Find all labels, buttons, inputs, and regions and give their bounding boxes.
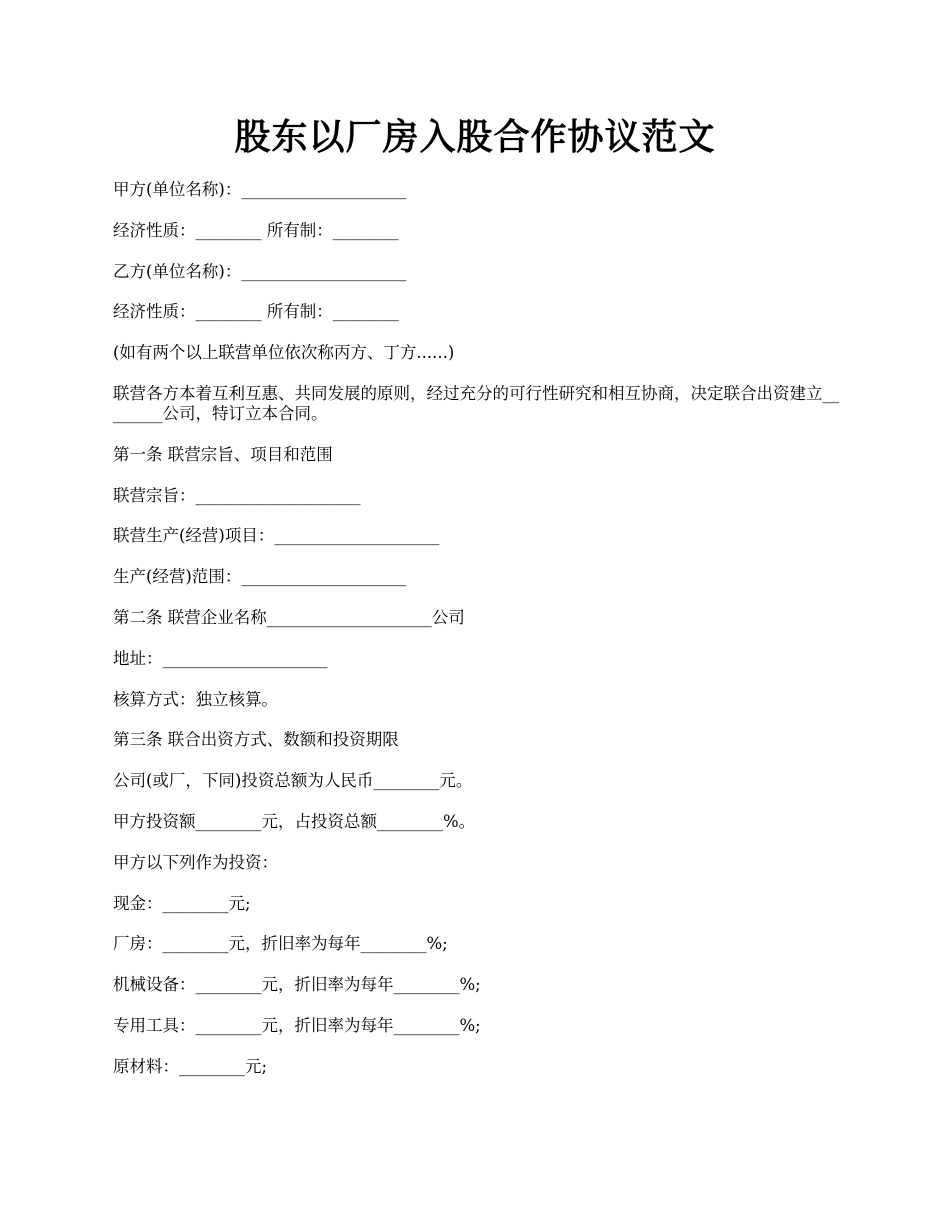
- address-line: 地址：____________________: [113, 648, 328, 668]
- article-2-heading: 第二条 联营企业名称____________________公司: [113, 607, 465, 627]
- article-1-heading: 第一条 联营宗旨、项目和范围: [113, 444, 333, 464]
- preamble-paragraph: 联营各方本着互利互惠、共同发展的原则，经过充分的可行性研究和相互协商，决定联合出资建立________公司，特订立本合同。: [113, 383, 839, 423]
- machinery-line: 机械设备：________元，折旧率为每年________%;: [113, 975, 481, 995]
- cash-line: 现金：________元;: [113, 893, 251, 913]
- party-a-economic-nature-line: 经济性质：________ 所有制：________: [113, 220, 399, 240]
- party-b-name-line: 乙方(单位名称)：____________________: [113, 261, 407, 281]
- joint-venture-purpose-line: 联营宗旨：____________________: [113, 485, 361, 505]
- production-scope-line: 生产(经营)范围：____________________: [113, 567, 407, 587]
- party-b-economic-nature-line: 经济性质：________ 所有制：________: [113, 302, 399, 322]
- production-project-line: 联营生产(经营)项目：____________________: [113, 526, 440, 546]
- party-a-investment-items-heading: 甲方以下列作为投资：: [113, 852, 278, 872]
- accounting-method-line: 核算方式：独立核算。: [113, 689, 278, 709]
- factory-line: 厂房：________元，折旧率为每年________%;: [113, 934, 448, 954]
- document-title: 股东以厂房入股合作协议范文: [234, 116, 716, 158]
- special-tools-line: 专用工具：________元，折旧率为每年________%;: [113, 1015, 481, 1035]
- article-3-heading: 第三条 联合出资方式、数额和投资期限: [113, 730, 399, 750]
- total-investment-line: 公司(或厂，下同)投资总额为人民币________元。: [113, 771, 473, 791]
- party-a-name-line: 甲方(单位名称)：____________________: [113, 180, 407, 199]
- party-a-investment-line: 甲方投资额________元，占投资总额________%。: [113, 811, 476, 831]
- raw-materials-line: 原材料：________元;: [113, 1056, 268, 1076]
- document-body: [113, 180, 843, 1098]
- additional-parties-note: (如有两个以上联营单位依次称丙方、丁方......): [113, 343, 455, 363]
